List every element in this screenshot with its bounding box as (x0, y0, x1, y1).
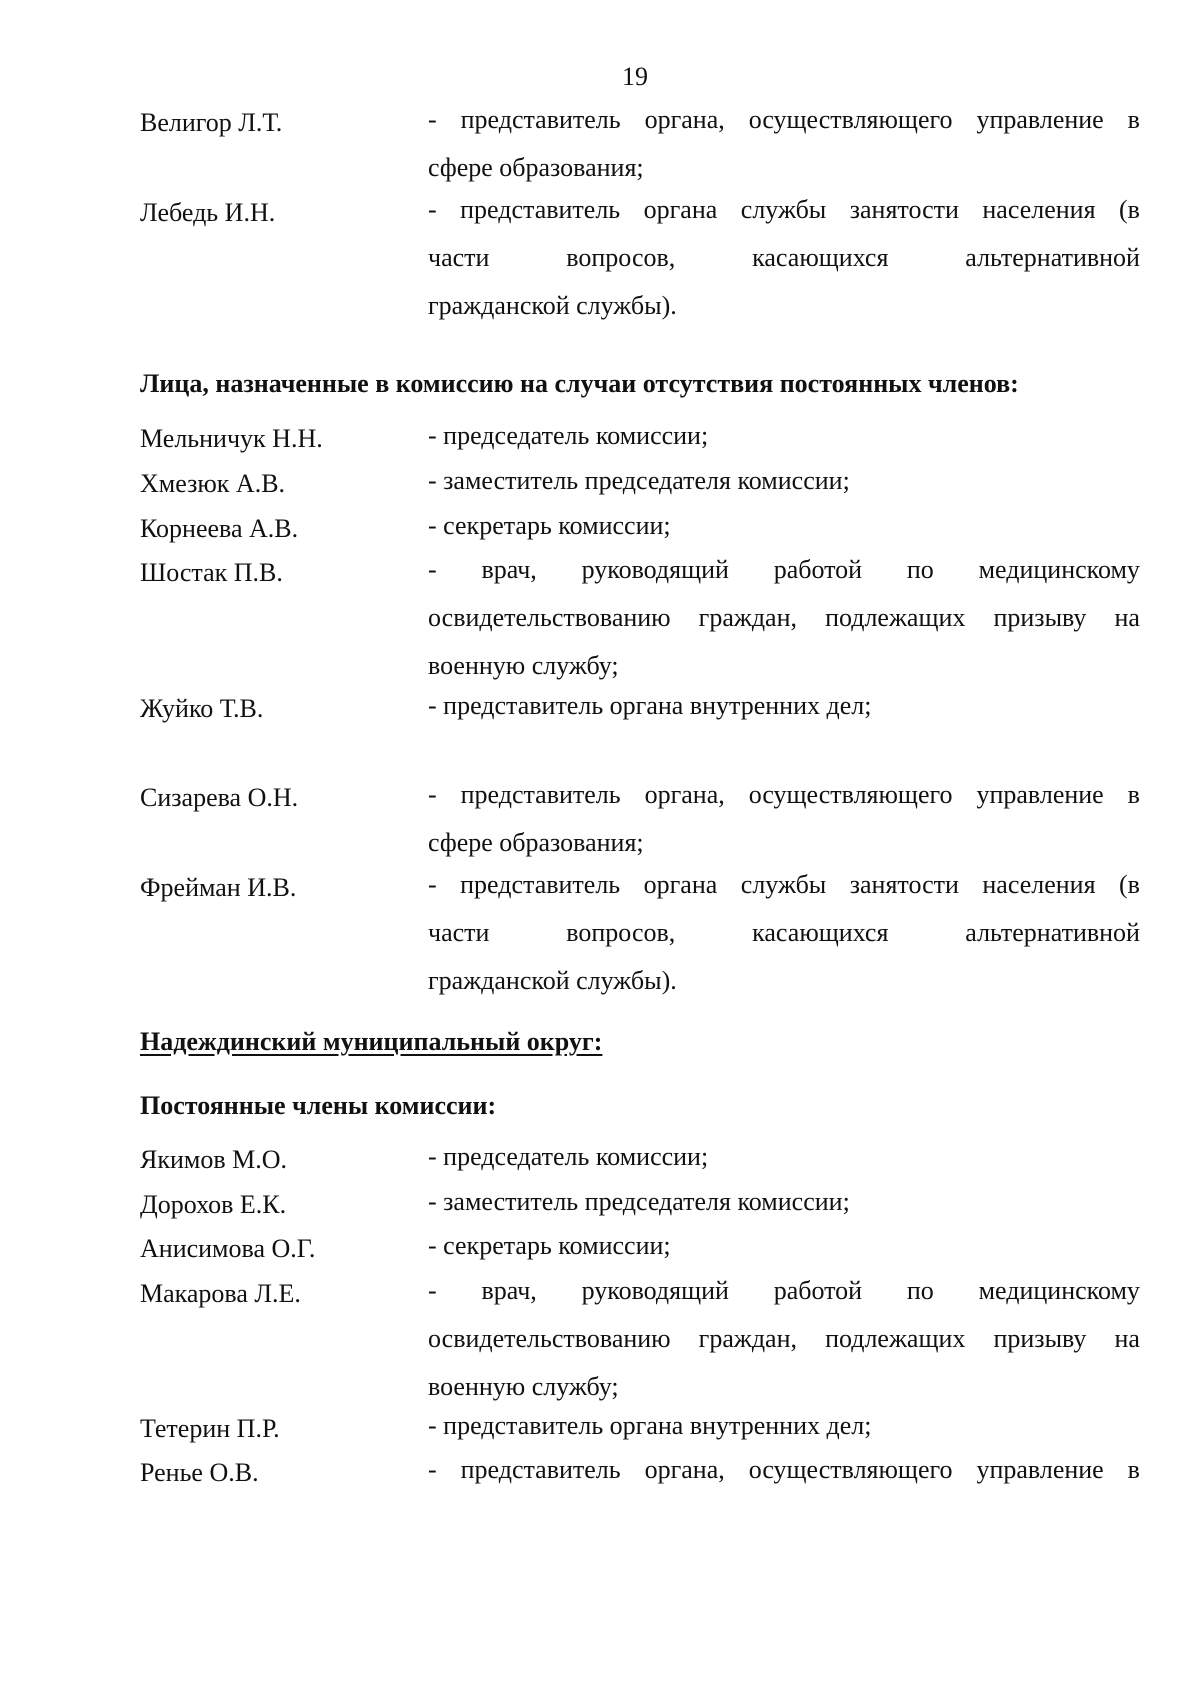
member-row (140, 555, 1140, 680)
word: альтернативной (965, 243, 1140, 272)
role-line: - секретарь комиссии; (428, 1231, 671, 1260)
word: представитель (460, 870, 621, 899)
member-row (140, 1276, 1140, 1401)
word: - (428, 1276, 437, 1305)
role-line (428, 909, 1140, 957)
role-line: сфере образования; (428, 828, 644, 857)
word: органа, (644, 780, 725, 809)
member-name: Сизарева О.Н. (140, 783, 299, 812)
word: занятости (849, 870, 959, 899)
role-line: гражданской службы). (428, 966, 677, 995)
word: органа, (644, 105, 725, 134)
member-row (140, 691, 1140, 744)
word: управление (976, 780, 1104, 809)
word: вопросов, (566, 243, 676, 272)
member-name: Макарова Л.Е. (140, 1279, 301, 1308)
role-line (428, 1267, 1140, 1315)
member-role (428, 1446, 1140, 1494)
word: на (1114, 603, 1140, 632)
word: управление (976, 1455, 1104, 1484)
word: врач, (481, 1276, 537, 1305)
word: - (428, 780, 437, 809)
word: осуществляющего (748, 1455, 953, 1484)
role-line (428, 861, 1140, 909)
word: осуществляющего (748, 780, 953, 809)
member-role (428, 1267, 1140, 1411)
word: осуществляющего (748, 105, 953, 134)
word: (в (1119, 870, 1140, 899)
word: представитель (460, 195, 621, 224)
word: медицинскому (978, 555, 1140, 584)
word: по (906, 555, 934, 584)
word: призыву (993, 1324, 1087, 1353)
permanent-heading: Постоянные члены комиссии: (140, 1091, 497, 1120)
word: - (428, 555, 437, 584)
word: медицинскому (978, 1276, 1140, 1305)
member-name: Ренье О.В. (140, 1458, 259, 1487)
role-line (428, 96, 1140, 144)
member-name: Анисимова О.Г. (140, 1234, 316, 1263)
word: службы (740, 195, 827, 224)
role-line: - представитель органа внутренних дел; (428, 1411, 872, 1440)
member-name: Корнеева А.В. (140, 514, 299, 543)
member-role (428, 546, 1140, 690)
member-role (428, 186, 1140, 330)
word: по (906, 1276, 934, 1305)
member-row (140, 105, 1140, 182)
word: руководящий (581, 555, 729, 584)
role-line (428, 186, 1140, 234)
role-line (428, 594, 1140, 642)
member-name: Якимов М.О. (140, 1145, 288, 1174)
member-row (140, 870, 1140, 995)
word: в (1127, 1455, 1140, 1484)
role-line: - заместитель председателя комиссии; (428, 1187, 850, 1216)
member-name: Жуйко Т.В. (140, 694, 264, 723)
role-line: гражданской службы). (428, 291, 677, 320)
word: касающихся (752, 243, 889, 272)
role-line (428, 1315, 1140, 1363)
substitutes-heading: Лица, назначенные в комиссию на случаи отсутствия постоянных членов: (140, 369, 1019, 398)
role-line (428, 771, 1140, 819)
word: призыву (993, 603, 1087, 632)
word: руководящий (581, 1276, 729, 1305)
word: населения (982, 195, 1096, 224)
member-role (428, 861, 1140, 1005)
member-role (428, 1402, 1140, 1450)
role-line (428, 546, 1140, 594)
word: управление (976, 105, 1104, 134)
word: представитель (460, 1455, 621, 1484)
word: граждан, (698, 603, 798, 632)
page-number: 19 (622, 62, 648, 91)
word: подлежащих (825, 603, 966, 632)
word: (в (1119, 195, 1140, 224)
word: органа (643, 195, 718, 224)
member-role (428, 457, 1140, 505)
role-line: - заместитель председателя комиссии; (428, 466, 850, 495)
word: - (428, 195, 437, 224)
member-name: Хмезюк А.В. (140, 469, 286, 498)
member-name: Лебедь И.Н. (140, 198, 276, 227)
word: вопросов, (566, 918, 676, 947)
word: альтернативной (965, 918, 1140, 947)
member-role (428, 1133, 1140, 1181)
word: части (428, 243, 490, 272)
word: врач, (481, 555, 537, 584)
member-role (428, 771, 1140, 867)
word: - (428, 105, 437, 134)
role-line: военную службу; (428, 651, 619, 680)
role-line: - представитель органа внутренних дел; (428, 691, 872, 720)
role-line: военную службу; (428, 1372, 619, 1401)
member-role (428, 1178, 1140, 1226)
member-role (428, 412, 1140, 460)
member-role (428, 96, 1140, 192)
word: подлежащих (825, 1324, 966, 1353)
member-name: Шостак П.В. (140, 558, 283, 587)
member-name: Мельничук Н.Н. (140, 424, 323, 453)
word: граждан, (698, 1324, 798, 1353)
word: освидетельствованию (428, 603, 671, 632)
word: органа (643, 870, 718, 899)
word: работой (773, 1276, 863, 1305)
district-heading: Надеждинский муниципальный округ: (140, 1027, 603, 1056)
word: представитель (460, 780, 621, 809)
word: органа, (644, 1455, 725, 1484)
word: освидетельствованию (428, 1324, 671, 1353)
role-line (428, 234, 1140, 282)
word: - (428, 1455, 437, 1484)
member-row (140, 780, 1140, 857)
word: на (1114, 1324, 1140, 1353)
word: касающихся (752, 918, 889, 947)
member-name: Фрейман И.В. (140, 873, 297, 902)
word: работой (773, 555, 863, 584)
role-line: - председатель комиссии; (428, 421, 709, 450)
word: в (1127, 780, 1140, 809)
role-line: - секретарь комиссии; (428, 511, 671, 540)
member-role (428, 1222, 1140, 1270)
member-name: Тетерин П.Р. (140, 1414, 280, 1443)
word: службы (740, 870, 827, 899)
role-line: - председатель комиссии; (428, 1142, 709, 1171)
role-line: сфере образования; (428, 153, 644, 182)
word: представитель (460, 105, 621, 134)
member-row (140, 195, 1140, 320)
member-name: Велигор Л.Т. (140, 108, 283, 137)
word: в (1127, 105, 1140, 134)
word: населения (982, 870, 1096, 899)
member-row (140, 1455, 1140, 1508)
member-role (428, 682, 1140, 730)
word: занятости (849, 195, 959, 224)
word: части (428, 918, 490, 947)
role-line (428, 1446, 1140, 1494)
member-name: Дорохов Е.К. (140, 1190, 287, 1219)
member-role (428, 502, 1140, 550)
word: - (428, 870, 437, 899)
